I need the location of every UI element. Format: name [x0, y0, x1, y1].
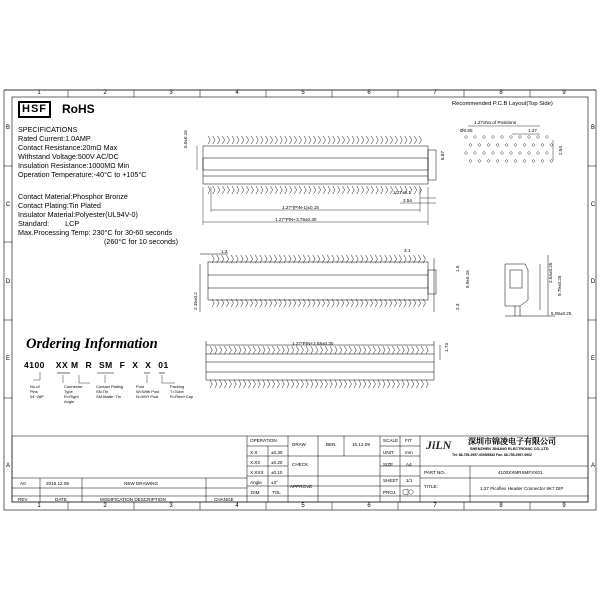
pcb-hole [482, 135, 485, 138]
pcb-layout-title: Recommended P.C.B Layout(Top Side) [452, 101, 553, 107]
zone-bottom-6: 6 [367, 503, 371, 509]
pin-lead [322, 255, 324, 307]
zone-bottom-9: 9 [562, 503, 566, 509]
tb-tol-key: Angle [250, 480, 262, 485]
pcb-hole [536, 151, 539, 154]
code-series: 4100 [24, 360, 45, 370]
code-plating: SM [99, 360, 113, 370]
pin-lead [397, 346, 399, 388]
rev-desc: NEW DRAWING [124, 481, 159, 486]
pin-lead [313, 255, 315, 307]
pcb-hole [500, 151, 503, 154]
dim-bot-len: 1.27*PIN+2.58±0.30 [292, 341, 334, 346]
pcb-hole [509, 151, 512, 154]
pin-lead [236, 255, 238, 307]
pin-lead [213, 136, 215, 194]
pin-lead [285, 136, 287, 194]
pcb-hole [541, 159, 544, 162]
zone-top-1: 1 [37, 90, 41, 96]
rev-header: MODIFICATION DESCRIPTION [100, 497, 166, 502]
pin-lead [375, 255, 377, 307]
pcb-hole [482, 151, 485, 154]
pin-lead [342, 255, 344, 307]
pin-lead [290, 136, 292, 194]
pin-lead [306, 346, 308, 388]
tb-title-label: TITLE: [424, 484, 438, 489]
zone-top-8: 8 [499, 90, 503, 96]
zone-side-left-d: D [5, 279, 11, 285]
pin-lead [268, 346, 270, 388]
tb-title: 1.27 Picoflex Header Connector 9K7 DIP [480, 486, 564, 491]
pin-lead [309, 136, 311, 194]
spec-line: Insulation Resistance:1000MΩ Min [18, 161, 130, 170]
pin-lead [399, 255, 401, 307]
tb-unit: UNIT [383, 450, 394, 455]
pin-lead [241, 255, 243, 307]
zone-side-left-e: E [5, 356, 10, 362]
ordering-title: Ordering Information [26, 336, 158, 352]
pcb-hole [518, 135, 521, 138]
pin-lead [229, 346, 231, 388]
spec-line: Contact Resistance:20mΩ Max [18, 143, 118, 152]
pin-lead [226, 255, 228, 307]
pin-lead [279, 255, 281, 307]
tb-draw: DRAW [292, 442, 306, 447]
pin-lead [301, 346, 303, 388]
company-name-en: SHENZHEN JINLING ELECTRONIC CO.,LTD [470, 447, 549, 451]
pin-lead [270, 136, 272, 194]
spec-line: Rated Current:1.0AMP [18, 134, 91, 143]
dim-len-b: 1.27*PIN+3.78±0.30 [275, 217, 317, 222]
pin-lead [289, 255, 291, 307]
tb-part-no-label: PART NO. [424, 470, 446, 475]
pin-lead [338, 136, 340, 194]
pin-lead [392, 346, 394, 388]
pin-lead [266, 136, 268, 194]
pin-lead [251, 136, 253, 194]
pin-lead [237, 136, 239, 194]
zone-top-7: 7 [433, 90, 437, 96]
pin-lead [323, 136, 325, 194]
code-angle: R [85, 360, 93, 370]
tb-draw-by: BEN [326, 442, 336, 447]
pin-lead [395, 136, 397, 194]
pin-lead [327, 255, 329, 307]
pin-lead [356, 255, 358, 307]
pin-lead [349, 346, 351, 388]
dim-mid-pitch: 1.3 [221, 249, 228, 254]
pin-lead [270, 255, 272, 307]
material-line: Max.Processing Temp: 230°C for 30-60 seconds [18, 228, 173, 237]
pcb-hole [514, 159, 517, 162]
pin-lead [409, 255, 411, 307]
dim-mid-h5: 2.3 [455, 303, 460, 310]
zone-top-2: 2 [103, 90, 107, 96]
pin-lead [344, 346, 346, 388]
zone-side-right-e: E [590, 356, 595, 362]
tb-proj: PROJ. [383, 490, 397, 495]
pin-lead [385, 255, 387, 307]
ordering-code [24, 360, 169, 370]
pin-lead [394, 255, 396, 307]
dim-side-c: 5.08±0.25 [551, 311, 572, 316]
pin-lead [376, 136, 378, 194]
pin-lead [314, 136, 316, 194]
pin-lead [405, 136, 407, 194]
pin-lead [308, 255, 310, 307]
pin-lead [328, 136, 330, 194]
dim-pitch-a: 1.27±0.1 [393, 190, 411, 195]
pin-lead [318, 255, 320, 307]
dim-mid-h4: 5.9±0.15 [465, 270, 470, 288]
zone-side-left-c: C [5, 202, 11, 208]
legend-connector: Connector Type R=Right Angle [64, 384, 83, 404]
pcb-hole [487, 159, 490, 162]
tb-tol-key: X.X [250, 450, 258, 455]
legend-packing: Packing T=Tube R=Reel+Cap [170, 384, 194, 399]
pcb-hole [545, 151, 548, 154]
pcb-hole [541, 143, 544, 146]
pin-lead [426, 346, 428, 388]
pcb-hole [469, 143, 472, 146]
pin-lead [390, 136, 392, 194]
pin-lead [366, 255, 368, 307]
pcb-hole [464, 151, 467, 154]
pcb-hole [518, 151, 521, 154]
pcb-hole [532, 159, 535, 162]
pin-lead [248, 346, 250, 388]
zone-bottom-7: 7 [433, 503, 437, 509]
pin-lead [255, 255, 257, 307]
zone-top-9: 9 [562, 90, 566, 96]
pin-lead [318, 136, 320, 194]
zone-bottom-8: 8 [499, 503, 503, 509]
spec-line: Operation Temperature:-40°C to +105°C [18, 170, 147, 179]
pcb-dim-hole: Ø0.65 [460, 128, 473, 133]
code-type: M [71, 360, 79, 370]
rohs-logo: RoHS [62, 102, 95, 116]
pcb-hole [464, 135, 467, 138]
tb-tol-val: ±0.30 [271, 450, 283, 455]
pcb-hole [523, 159, 526, 162]
tb-part-no: 4100XXMRSMFXX01 [498, 470, 543, 475]
pin-lead [263, 346, 265, 388]
pcb-hole [496, 143, 499, 146]
company-name-cn: 深圳市锦凌电子有限公司 [468, 437, 556, 446]
pin-lead [368, 346, 370, 388]
tb-size: SIZE [383, 462, 394, 467]
pin-lead [272, 346, 274, 388]
code-f: F [119, 360, 126, 370]
dim-bot-h: 1.73 [444, 343, 449, 352]
tb-dim: DIM [251, 490, 260, 495]
tb-unit-val: mm [405, 450, 413, 455]
pin-lead [256, 136, 258, 194]
pcb-hole [473, 135, 476, 138]
pcb-hole [527, 135, 530, 138]
rev-value: A0 [20, 481, 26, 486]
tb-tol-val: ±0.10 [271, 470, 283, 475]
pin-lead [354, 346, 356, 388]
pin-lead [304, 136, 306, 194]
pin-lead [234, 346, 236, 388]
pin-lead [421, 346, 423, 388]
pin-lead [280, 136, 282, 194]
dim-side-b: 9.79±0.25 [557, 275, 562, 296]
rev-header: REV [18, 497, 28, 502]
zone-side-right-b: B [590, 125, 595, 131]
zone-top-5: 5 [301, 90, 305, 96]
legend-post: Post W=With Post N=W/O Post [136, 384, 160, 399]
zone-top-4: 4 [235, 90, 239, 96]
dim-pitch-b: 2.54 [403, 198, 412, 203]
pin-lead [404, 255, 406, 307]
tb-sheet-val: 1/1 [406, 478, 413, 483]
pin-lead [222, 136, 224, 194]
pin-lead [231, 255, 233, 307]
pin-lead [217, 255, 219, 307]
pin-lead [333, 136, 335, 194]
zone-bottom-5: 5 [301, 503, 305, 509]
pin-lead [253, 346, 255, 388]
pin-lead [246, 136, 248, 194]
pin-lead [292, 346, 294, 388]
tb-operation: OPERATION [250, 438, 277, 443]
pin-lead [381, 136, 383, 194]
pcb-hole [545, 135, 548, 138]
pin-lead [423, 255, 425, 307]
material-line: Insulator Material:Polyester(UL94V-0) [18, 210, 138, 219]
pin-lead [298, 255, 300, 307]
pin-lead [366, 136, 368, 194]
pin-lead [227, 136, 229, 194]
pin-lead [380, 255, 382, 307]
pin-lead [212, 255, 214, 307]
pin-lead [265, 255, 267, 307]
pcb-hole [469, 159, 472, 162]
dim-side-a: 2.54±0.25 [548, 262, 553, 283]
zone-bottom-3: 3 [169, 503, 173, 509]
zone-bottom-2: 2 [103, 503, 107, 509]
zone-top-6: 6 [367, 90, 371, 96]
material-line: Standard: LCP [18, 219, 80, 228]
dim-len-a: 1.27*(PIN-1)±0.15 [282, 205, 319, 210]
pin-lead [316, 346, 318, 388]
pin-lead [274, 255, 276, 307]
material-line: Contact Plating:Tin Plated [18, 201, 101, 210]
zone-side-right-c: C [590, 202, 596, 208]
tb-draw-date: 16.12.09 [352, 442, 370, 447]
pcb-hole [505, 159, 508, 162]
pin-lead [390, 255, 392, 307]
hsf-logo: HSF [18, 101, 51, 118]
pcb-hole [550, 159, 553, 162]
pcb-dim-positions: 1.27xNo.of Positions [474, 120, 517, 125]
tb-size-val: A4 [406, 462, 412, 467]
legend-plating: Contact Plating SN:Tin SM:Matte~Tin [96, 384, 124, 399]
pcb-hole [491, 151, 494, 154]
pcb-hole [478, 159, 481, 162]
dim-top-height: 5.0±0.15 [183, 130, 188, 148]
tb-approve: APPROVE [290, 484, 313, 489]
pin-lead [361, 255, 363, 307]
code-pins: XX [55, 360, 69, 370]
pin-lead [239, 346, 241, 388]
tb-tol-val: ±0.20 [271, 460, 283, 465]
zone-bottom-1: 1 [37, 503, 41, 509]
dim-mid-h1: 2.15±0.2 [193, 292, 198, 310]
pin-lead [359, 346, 361, 388]
pin-lead [260, 255, 262, 307]
pin-lead [224, 346, 226, 388]
pin-lead [294, 136, 296, 194]
pin-lead [402, 346, 404, 388]
pin-lead [311, 346, 313, 388]
rev-date: 2016.12.09 [46, 481, 69, 486]
zone-side-right-d: D [590, 279, 596, 285]
pin-lead [370, 255, 372, 307]
pcb-dim-pitch: 1.27 [528, 128, 537, 133]
pin-lead [332, 255, 334, 307]
tb-tol-label: TOL [272, 490, 281, 495]
pcb-hole [500, 135, 503, 138]
code-post: X [132, 360, 139, 370]
pin-lead [362, 136, 364, 194]
code-packing: X [145, 360, 152, 370]
pcb-hole [532, 143, 535, 146]
tb-scale-val: FIT [405, 438, 412, 443]
pin-lead [208, 136, 210, 194]
pin-lead [373, 346, 375, 388]
pin-lead [220, 346, 222, 388]
pin-lead [277, 346, 279, 388]
pcb-hole [550, 143, 553, 146]
material-line: (260°C for 10 seconds) [104, 237, 178, 246]
pin-lead [400, 136, 402, 194]
pin-lead [416, 346, 418, 388]
pin-lead [284, 255, 286, 307]
pin-lead [383, 346, 385, 388]
pin-lead [410, 136, 412, 194]
pin-lead [250, 255, 252, 307]
pcb-hole [509, 135, 512, 138]
company-logo: JiLN [426, 438, 452, 452]
pin-lead [371, 136, 373, 194]
pin-lead [386, 136, 388, 194]
pin-lead [242, 136, 244, 194]
pin-lead [340, 346, 342, 388]
tb-tol-key: X.XX [250, 460, 261, 465]
zone-side-left-b: B [5, 125, 10, 131]
spec-title: SPECIFICATIONS [18, 125, 78, 134]
pcb-hole [496, 159, 499, 162]
tb-tol-val: ±3° [271, 480, 278, 485]
legend-pins: No.of Pins 04~28P [30, 384, 44, 399]
pcb-hole [478, 143, 481, 146]
pin-lead [246, 255, 248, 307]
pin-lead [282, 346, 284, 388]
pin-lead [258, 346, 260, 388]
dim-mid-h2: 3.1 [404, 248, 411, 253]
pcb-hole [491, 135, 494, 138]
pcb-hole [514, 143, 517, 146]
pcb-dim-row: 2.54 [557, 146, 563, 155]
pin-lead [418, 255, 420, 307]
dim-top-side: 6.87 [440, 151, 445, 160]
code-suffix: 01 [158, 360, 169, 370]
pcb-hole [473, 151, 476, 154]
pin-lead [414, 255, 416, 307]
pcb-hole [523, 143, 526, 146]
company-tel: Tel: 86-755-2997-9005/5832 Fax: 86-755-2997-9902 [452, 453, 532, 457]
pin-lead [352, 136, 354, 194]
pin-lead [287, 346, 289, 388]
pin-lead [407, 346, 409, 388]
pin-lead [232, 136, 234, 194]
pin-lead [335, 346, 337, 388]
pin-lead [244, 346, 246, 388]
pin-lead [419, 136, 421, 194]
zone-bottom-4: 4 [235, 503, 239, 509]
zone-top-3: 3 [169, 90, 173, 96]
spec-line: Withstand Voltage:500V AC/DC [18, 152, 119, 161]
material-line: Contact Material:Phosphor Bronze [18, 192, 128, 201]
tb-sheet: SHEET [383, 478, 399, 483]
pin-lead [303, 255, 305, 307]
tb-scale: SCALE [383, 438, 399, 443]
pin-lead [330, 346, 332, 388]
pin-lead [378, 346, 380, 388]
zone-side-right-a: A [590, 463, 595, 469]
pcb-hole [505, 143, 508, 146]
pin-lead [364, 346, 366, 388]
zone-side-left-a: A [5, 463, 10, 469]
pin-lead [299, 136, 301, 194]
pin-lead [347, 136, 349, 194]
pin-lead [215, 346, 217, 388]
tb-check: CHECK [292, 462, 309, 467]
pin-lead [414, 136, 416, 194]
pin-lead [275, 136, 277, 194]
pin-lead [388, 346, 390, 388]
pin-lead [342, 136, 344, 194]
pin-lead [320, 346, 322, 388]
pin-lead [210, 346, 212, 388]
tb-tol-key: X.XXX [250, 470, 264, 475]
pin-lead [294, 255, 296, 307]
pin-lead [351, 255, 353, 307]
pin-lead [412, 346, 414, 388]
pin-lead [337, 255, 339, 307]
pin-lead [222, 255, 224, 307]
pin-lead [218, 136, 220, 194]
pin-lead [346, 255, 348, 307]
pin-lead [325, 346, 327, 388]
pcb-hole [536, 135, 539, 138]
pin-lead [261, 136, 263, 194]
pin-lead [357, 136, 359, 194]
dim-mid-h3: 1.5 [455, 265, 460, 272]
rev-header: CHANGE [214, 497, 234, 502]
pcb-hole [487, 143, 490, 146]
pcb-hole [527, 151, 530, 154]
rev-header: DATE [55, 497, 67, 502]
pin-lead [296, 346, 298, 388]
